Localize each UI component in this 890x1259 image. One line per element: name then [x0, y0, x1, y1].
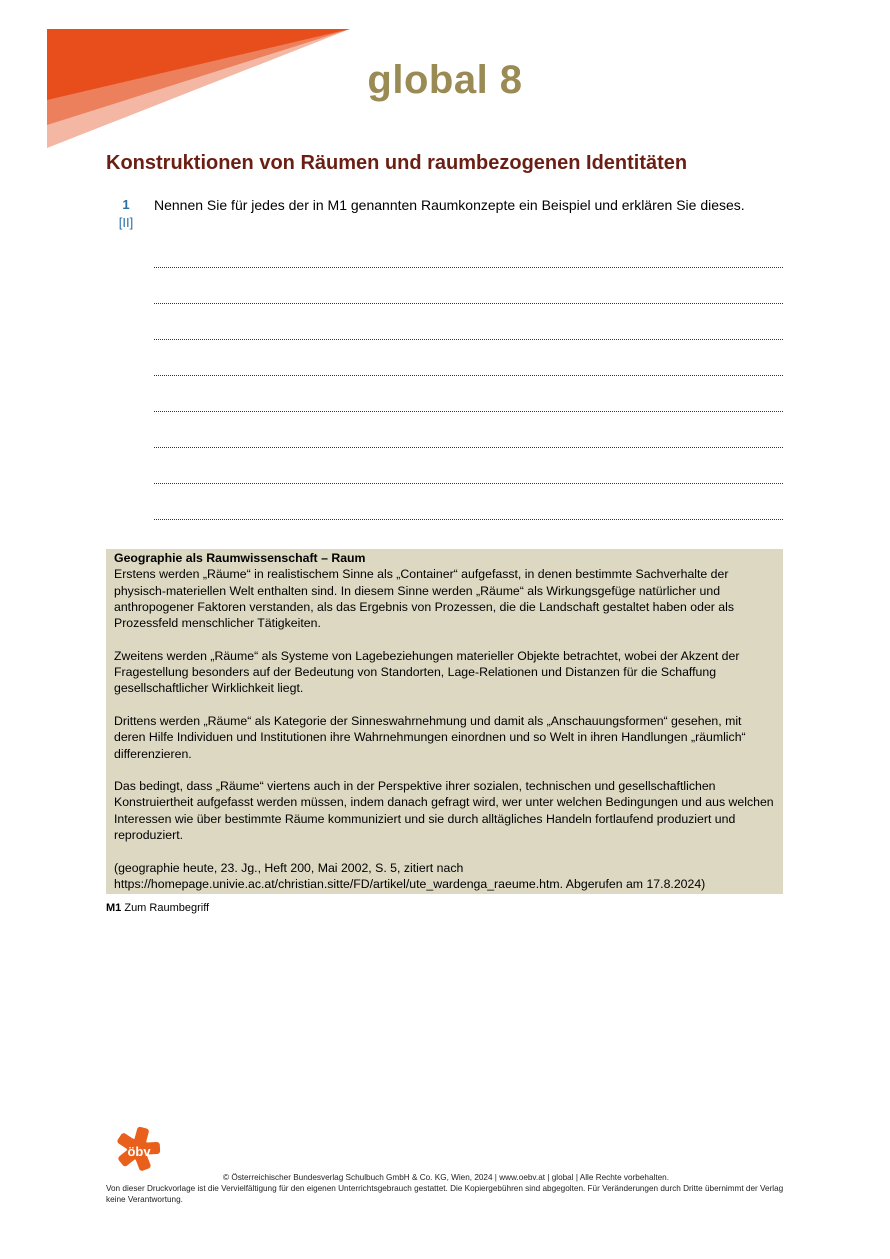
brand-title: global 8: [367, 58, 523, 102]
answer-line[interactable]: [154, 268, 783, 304]
source-paragraph-4: Das bedingt, dass „Räume“ viertens auch in der Perspektive ihrer sozialen, technischen und gesellschaftlichen Konstruiertheit aufgefasst werden müssen, indem danach gefragt wird, wer unter welchen Bedingungen und aus welchen Interessen wie über bestimmte Räume kommuniziert und sie durch alltägliches Handeln fortlaufend produziert und reproduziert.: [114, 779, 774, 843]
source-citation: (geographie heute, 23. Jg., Heft 200, Mai 2002, S. 5, zitiert nach https://homepage.univie.ac.at/christian.sitte/FD/artikel/ute_wardenga_raeume.htm. Abgerufen am 17.8.2024): [114, 860, 706, 891]
task-instruction: Nennen Sie für jedes der in M1 genannten Raumkonzepte ein Beispiel und erklären Sie dieses.: [154, 197, 745, 213]
source-paragraph-2: Zweitens werden „Räume“ als Systeme von Lagebeziehungen materieller Objekte betrachtet, wobei der Akzent der Fragestellung besonders auf der Bedeutung von Standorten, Lage-Relationen und Distanzen für die Schaffung gesellschaftlicher Wirklichkeit liegt.: [114, 648, 740, 696]
answer-line[interactable]: [154, 448, 783, 484]
material-caption: [106, 902, 209, 914]
obv-logo: [116, 1125, 164, 1173]
footer: [106, 1172, 786, 1205]
source-box: [106, 549, 783, 894]
source-paragraph-3: Drittens werden „Räume“ als Kategorie der Sinneswahrnehmung und damit als „Anschauungsformen“ gesehen, mit deren Hilfe Individuen und Institutionen ihre Wahrnehmungen einordnen und so Welt in ihren Handlungen „räumlich“ differenzieren.: [114, 713, 746, 761]
footer-copyright: © Österreichischer Bundesverlag Schulbuch GmbH & Co. KG, Wien, 2024 | www.oebv.at | global | Alle Rechte vorbehalten.: [223, 1173, 669, 1182]
task-level: [II]: [118, 215, 134, 230]
answer-line[interactable]: [154, 412, 783, 448]
svg-text:öbv: öbv: [127, 1144, 151, 1159]
page-title: Konstruktionen von Räumen und raumbezogenen Identitäten: [106, 152, 688, 174]
source-paragraph-1: Erstens werden „Räume“ in realistischem Sinne als „Container“ aufgefasst, in denen bestimmte Sachverhalte der physisch-materiellen Welt enthalten sind. In diesem Sinne werden „Räume“ als Wirkungsgefüge natürlicher und anthropogener Faktoren verstanden, als das Ergebnis von Prozessen, die die Landschaft gestaltet haben oder als Prozessfeld menschlicher Tätigkeiten.: [114, 567, 735, 631]
answer-line[interactable]: [154, 304, 783, 340]
footer-disclaimer: Von dieser Druckvorlage ist die Vervielfältigung für den eigenen Unterrichtsgebrauch gestattet. Die Kopiergebühren sind abgegolten. Für Veränderungen durch Dritte übernimmt der Verlag keine Verantwortung.: [106, 1184, 784, 1204]
answer-line[interactable]: [154, 340, 783, 376]
answer-lines: [154, 232, 783, 520]
caption-label: M1: [106, 902, 122, 914]
caption-text: Zum Raumbegriff: [124, 902, 210, 914]
source-heading: Geographie als Raumwissenschaft – Raum: [114, 551, 366, 565]
answer-line[interactable]: [154, 376, 783, 412]
answer-line[interactable]: [154, 232, 783, 268]
answer-line[interactable]: [154, 484, 783, 520]
task-number: 1: [122, 197, 130, 212]
